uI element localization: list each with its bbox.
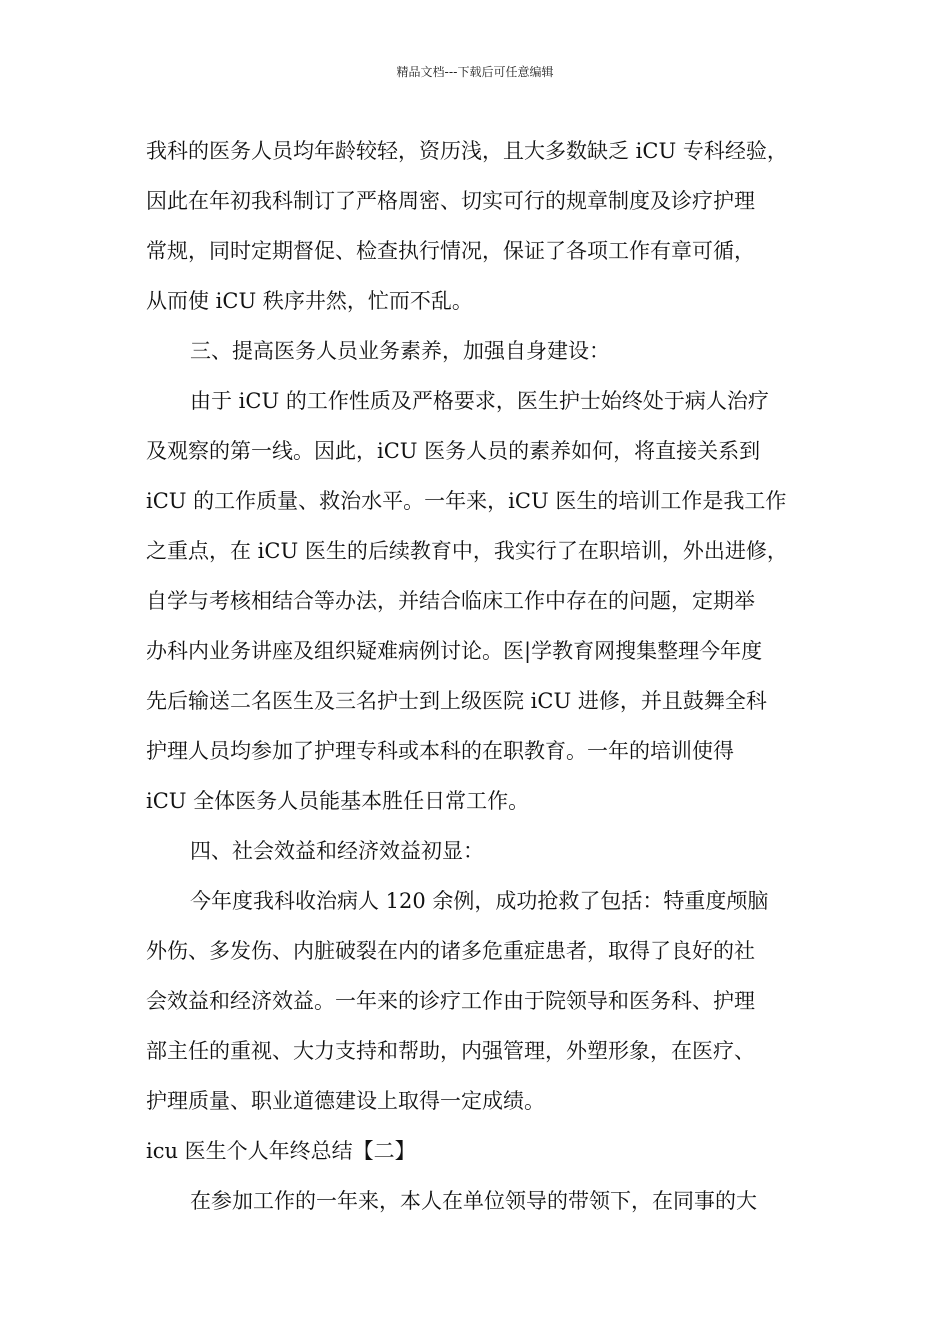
- text-line: 我科的医务人员均年龄较轻，资历浅，且大多数缺乏 iCU 专科经验，: [146, 139, 788, 163]
- text-line: 护理质量、职业道德建设上取得一定成绩。: [146, 1089, 545, 1113]
- text-line: 部主任的重视、大力支持和帮助，内强管理，外塑形象，在医疗、: [146, 1039, 755, 1063]
- text-line: 在参加工作的一年来，本人在单位领导的带领下，在同事的大: [190, 1189, 757, 1213]
- text-line: iCU 的工作质量、救治水平。一年来，iCU 医生的培训工作是我工作: [146, 489, 787, 513]
- text-line: 外伤、多发伤、内脏破裂在内的诸多危重症患者，取得了良好的社: [146, 939, 755, 963]
- page-header: 精品文档---下载后可任意编辑: [396, 65, 554, 79]
- text-line: 之重点，在 iCU 医生的后续教育中，我实行了在职培训，外出进修，: [146, 539, 788, 563]
- text-line: 从而使 iCU 秩序井然，忙而不乱。: [146, 289, 473, 313]
- section-heading: 四、社会效益和经济效益初显：: [190, 839, 484, 863]
- text-line: 由于 iCU 的工作性质及严格要求，医生护士始终处于病人治疗: [190, 389, 769, 413]
- document-body: [146, 126, 826, 1226]
- text-line: 办科内业务讲座及组织疑难病例讨论。医|学教育网搜集整理今年度: [146, 639, 763, 663]
- text-line: 护理人员均参加了护理专科或本科的在职教育。一年的培训使得: [146, 739, 734, 763]
- document-title: icu 医生个人年终总结【二】: [146, 1139, 416, 1163]
- text-line: 因此在年初我科制订了严格周密、切实可行的规章制度及诊疗护理: [146, 189, 755, 213]
- text-line: 常规，同时定期督促、检查执行情况，保证了各项工作有章可循，: [146, 239, 755, 263]
- section-heading: 三、提高医务人员业务素养，加强自身建设：: [190, 339, 610, 363]
- text-line: 及观察的第一线。因此，iCU 医务人员的素养如何，将直接关系到: [146, 439, 761, 463]
- text-line: 先后输送二名医生及三名护士到上级医院 iCU 进修，并且鼓舞全科: [146, 689, 767, 713]
- text-line: 今年度我科收治病人 120 余例，成功抢救了包括：特重度颅脑: [190, 889, 769, 913]
- text-line: 会效益和经济效益。一年来的诊疗工作由于院领导和医务科、护理: [146, 989, 755, 1013]
- text-line: 自学与考核相结合等办法，并结合临床工作中存在的问题，定期举: [146, 589, 755, 613]
- text-line: iCU 全体医务人员能基本胜任日常工作。: [146, 789, 530, 813]
